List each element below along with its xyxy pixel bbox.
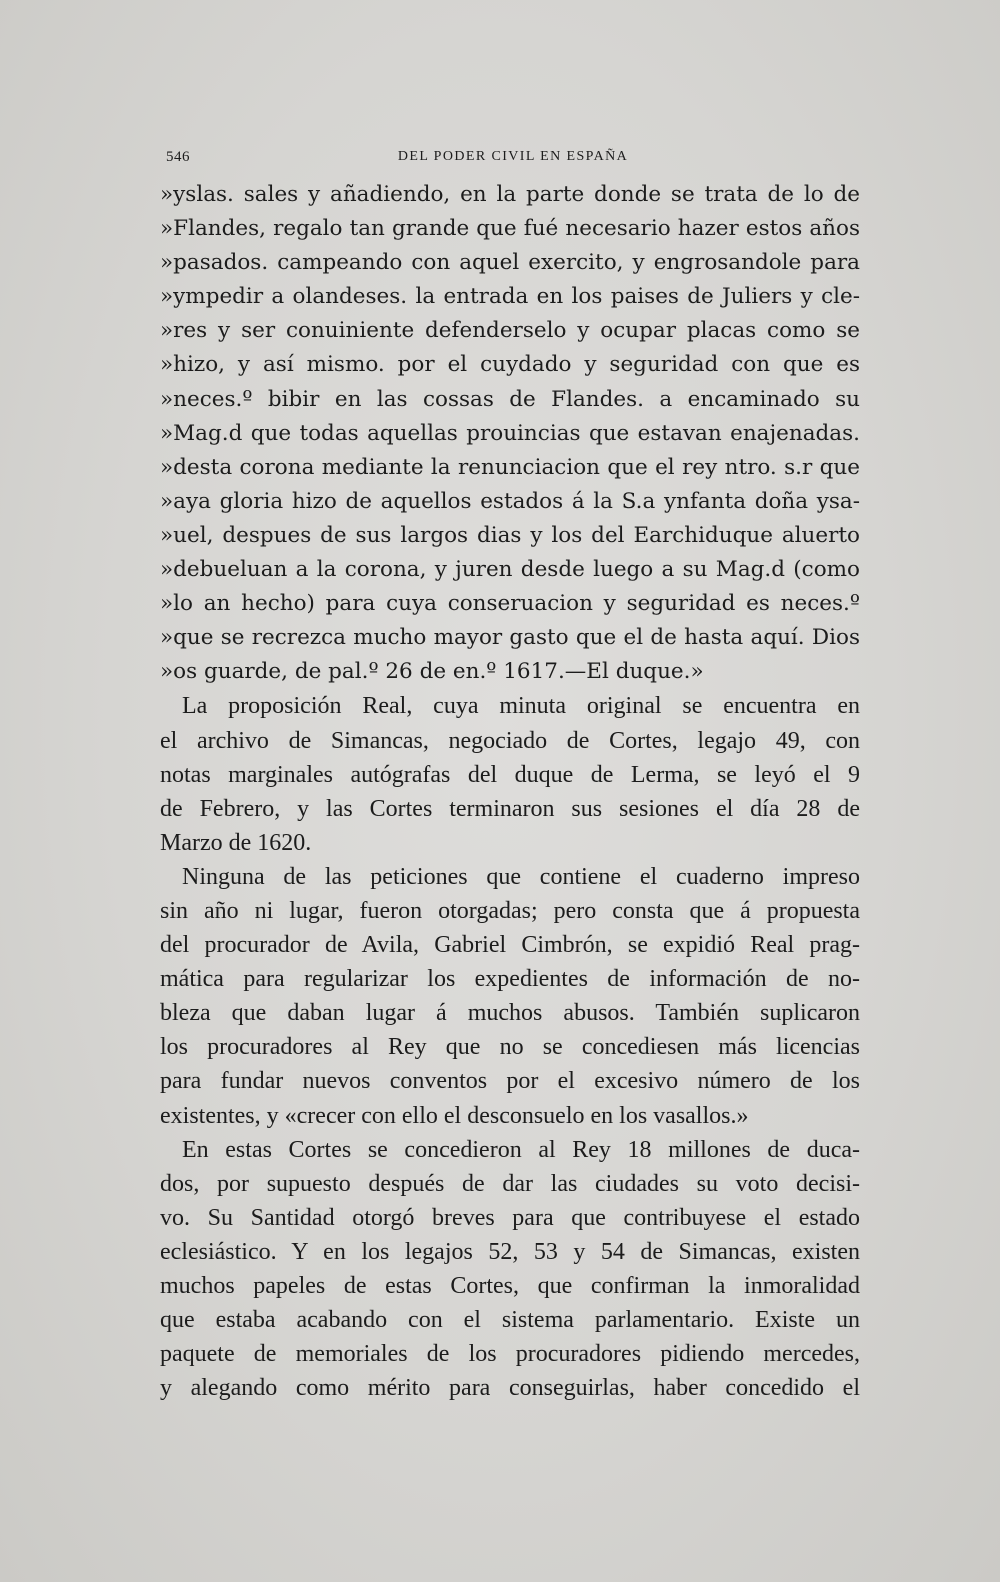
text-line: dos, por supuesto después de dar las ciudades su voto decisi- bbox=[160, 1170, 860, 1197]
text-line: de Febrero, y las Cortes terminaron sus sesiones el día 28 de bbox=[160, 795, 860, 822]
text-line: el archivo de Simancas, negociado de Cortes, legajo 49, con bbox=[160, 727, 860, 754]
text-line: »os guarde, de pal.º 26 de en.º 1617.—El duque.» bbox=[160, 659, 704, 685]
text-line: Ninguna de las peticiones que contiene el cuaderno impreso bbox=[182, 863, 860, 890]
text-line: »desta corona mediante la renunciacion que el rey ntro. s.r que bbox=[160, 454, 860, 480]
text-line: »pasados. campeando con aquel exercito, y engrosandole para bbox=[160, 250, 860, 276]
body-text bbox=[160, 178, 860, 1405]
text-line: del procurador de Avila, Gabriel Cimbrón, se expidió Real prag- bbox=[160, 932, 860, 959]
running-head: DEL PODER CIVIL EN ESPAÑA bbox=[397, 149, 629, 164]
text-line: »res y ser conuiniente defenderselo y ocupar placas como se bbox=[160, 318, 860, 344]
text-line: muchos papeles de estas Cortes, que confirman la inmoralidad bbox=[160, 1273, 860, 1299]
text-line: »neces.º bibir en las cossas de Flandes. a encaminado su bbox=[160, 386, 860, 412]
text-line: vo. Su Santidad otorgó breves para que contribuyese el estado bbox=[160, 1204, 860, 1231]
text-line: »Mag.d que todas aquellas prouincias que estavan enajenadas. bbox=[160, 420, 860, 446]
text-line: La proposición Real, cuya minuta original se encuentra en bbox=[182, 693, 860, 720]
text-line: notas marginales autógrafas del duque de Lerma, se leyó el 9 bbox=[160, 761, 860, 788]
text-line: »aya gloria hizo de aquellos estados á la S.a ynfanta doña ysa- bbox=[160, 488, 860, 514]
text-line: »lo an hecho) para cuya conseruacion y seguridad es neces.º bbox=[160, 591, 860, 617]
text-line: »ympedir a olandeses. la entrada en los paises de Juliers y cle- bbox=[160, 284, 860, 310]
text-line: »yslas. sales y añadiendo, en la parte donde se trata de lo de bbox=[160, 182, 860, 207]
text-line: mática para regularizar los expedientes de información de no- bbox=[160, 966, 860, 993]
page-header bbox=[166, 149, 860, 169]
page-number: 546 bbox=[166, 149, 190, 165]
text-line: »que se recrezca mucho mayor gasto que el de hasta aquí. Dios bbox=[160, 625, 860, 651]
text-line: bleza que daban lugar á muchos abusos. También suplicaron bbox=[160, 1000, 860, 1027]
text-line: existentes, y «crecer con ello el desconsuelo en los vasallos.» bbox=[160, 1102, 749, 1129]
text-line: los procuradores al Rey que no se concediesen más licencias bbox=[160, 1034, 860, 1061]
text-line: para fundar nuevos conventos por el excesivo número de los bbox=[160, 1068, 860, 1095]
text-line: »Flandes, regalo tan grande que fué necesario hazer estos años bbox=[160, 216, 860, 242]
text-line: paquete de memoriales de los procuradores pidiendo mercedes, bbox=[160, 1341, 860, 1368]
text-line: que estaba acabando con el sistema parlamentario. Existe un bbox=[160, 1307, 860, 1334]
text-line: »uel, despues de sus largos dias y los del Earchiduque aluerto bbox=[160, 522, 860, 548]
text-line: eclesiástico. Y en los legajos 52, 53 y 54 de Simancas, existen bbox=[160, 1238, 860, 1265]
text-line: y alegando como mérito para conseguirlas, haber concedido el bbox=[160, 1375, 860, 1402]
text-line: Marzo de 1620. bbox=[160, 829, 312, 856]
text-line: »hizo, y así mismo. por el cuydado y seguridad con que es bbox=[160, 352, 860, 378]
text-line: »debueluan a la corona, y juren desde luego a su Mag.d (como bbox=[160, 557, 860, 583]
text-line: En estas Cortes se concedieron al Rey 18 millones de duca- bbox=[182, 1136, 860, 1163]
text-line: sin año ni lugar, fueron otorgadas; pero consta que á propuesta bbox=[160, 897, 860, 924]
